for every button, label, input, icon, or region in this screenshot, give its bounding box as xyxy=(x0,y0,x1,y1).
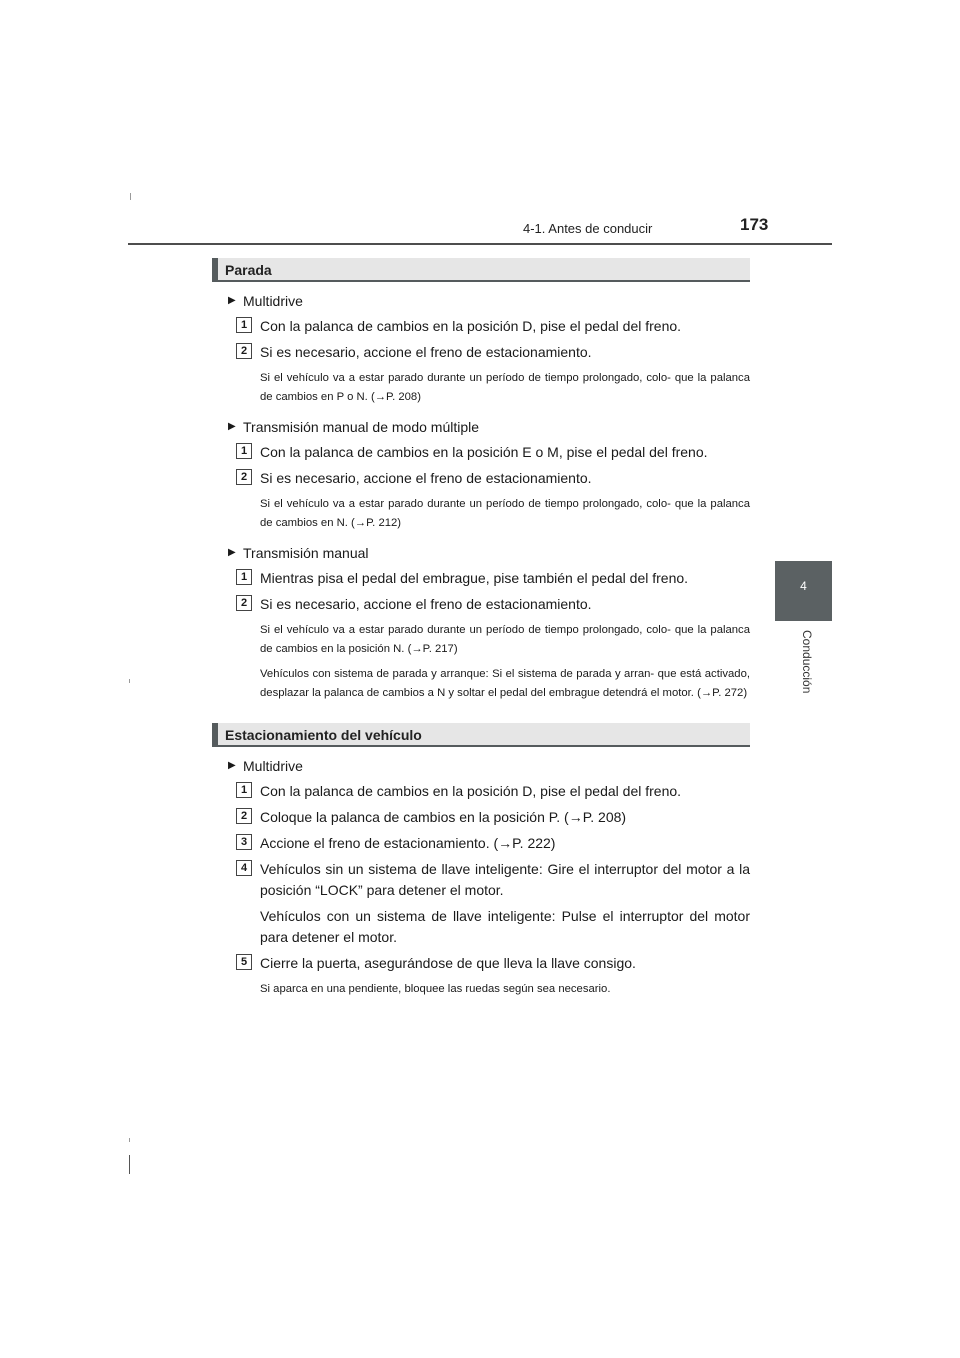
note-text: Si el vehículo va a estar parado durante un período de tiempo prolongado, colo- que la palanca de cambios en la posición N. (→P. 217) xyxy=(260,624,750,655)
crop-mark-corner xyxy=(129,1155,130,1174)
chapter-number: 4 xyxy=(800,579,807,593)
step-item: 5 Cierre la puerta, asegurándose de que lleva la llave consigo. xyxy=(212,953,750,974)
step-item: 1 Mientras pisa el pedal del embrague, pise también el pedal del freno. xyxy=(212,568,750,589)
subheading: ▶ Multidrive xyxy=(228,293,303,309)
step-item: 2 Si es necesario, accione el freno de estacionamiento. xyxy=(212,468,750,489)
triangle-bullet-icon: ▶ xyxy=(228,295,236,306)
chapter-label: Conducción xyxy=(800,630,814,694)
page-content xyxy=(212,258,750,999)
page-number: 173 xyxy=(740,215,769,234)
subheading: ▶ Transmisión manual de modo múltiple xyxy=(228,419,480,435)
triangle-bullet-icon: ▶ xyxy=(228,760,236,771)
crop-mark-top xyxy=(130,193,131,200)
step-item: 1 Con la palanca de cambios en la posición E o M, pise el pedal del freno. xyxy=(212,442,750,463)
step-item: 1 Con la palanca de cambios en la posición D, pise el pedal del freno. xyxy=(212,316,750,337)
step-item: 4 Vehículos sin un sistema de llave inteligente: Gire el interruptor del motor a la posición “LOCK” para detener el motor. Vehículos con un sistema de llave inteligente: Pulse el interruptor del motor para detener el motor. xyxy=(212,859,750,948)
section-title-estacionamiento: Estacionamiento del vehículo xyxy=(212,723,750,747)
triangle-bullet-icon: ▶ xyxy=(228,421,236,432)
step-item: 1 Con la palanca de cambios en la posición D, pise el pedal del freno. xyxy=(212,781,750,802)
step-item: 2 Si es necesario, accione el freno de estacionamiento. xyxy=(212,342,750,363)
header-rule xyxy=(128,243,832,245)
crop-mark-bottom xyxy=(129,1138,130,1142)
subheading: ▶ Transmisión manual xyxy=(228,545,369,561)
section-title-parada: Parada xyxy=(212,258,750,282)
chapter-tab xyxy=(775,561,832,621)
step-continuation: Vehículos con un sistema de llave inteligente: Pulse el interruptor del motor para detener el motor. xyxy=(260,908,750,945)
note-text: Si el vehículo va a estar parado durante un período de tiempo prolongado, colo- que la palanca de cambios en P o N. (→P. 208) xyxy=(260,372,750,403)
crop-mark-left xyxy=(129,679,130,683)
note-text: Si el vehículo va a estar parado durante un período de tiempo prolongado, colo- que la palanca de cambios en N. (→P. 212) xyxy=(260,498,750,529)
step-item: 3 Accione el freno de estacionamiento. (→P. 222) xyxy=(212,833,750,854)
step-item: 2 Si es necesario, accione el freno de estacionamiento. xyxy=(212,594,750,615)
header-section-title: 4-1. Antes de conducir xyxy=(523,221,653,236)
subheading: ▶ Multidrive xyxy=(228,758,303,774)
step-item: 2 Coloque la palanca de cambios en la posición P. (→P. 208) xyxy=(212,807,750,828)
note-text: Vehículos con sistema de parada y arranque: Si el sistema de parada y arran- que está activado, desplazar la palanca de cambios a N y soltar el pedal del embrague detendrá el motor. (→P. 272) xyxy=(260,668,750,699)
note-text: Si aparca en una pendiente, bloquee las ruedas según sea necesario. xyxy=(260,983,611,995)
triangle-bullet-icon: ▶ xyxy=(228,547,236,558)
